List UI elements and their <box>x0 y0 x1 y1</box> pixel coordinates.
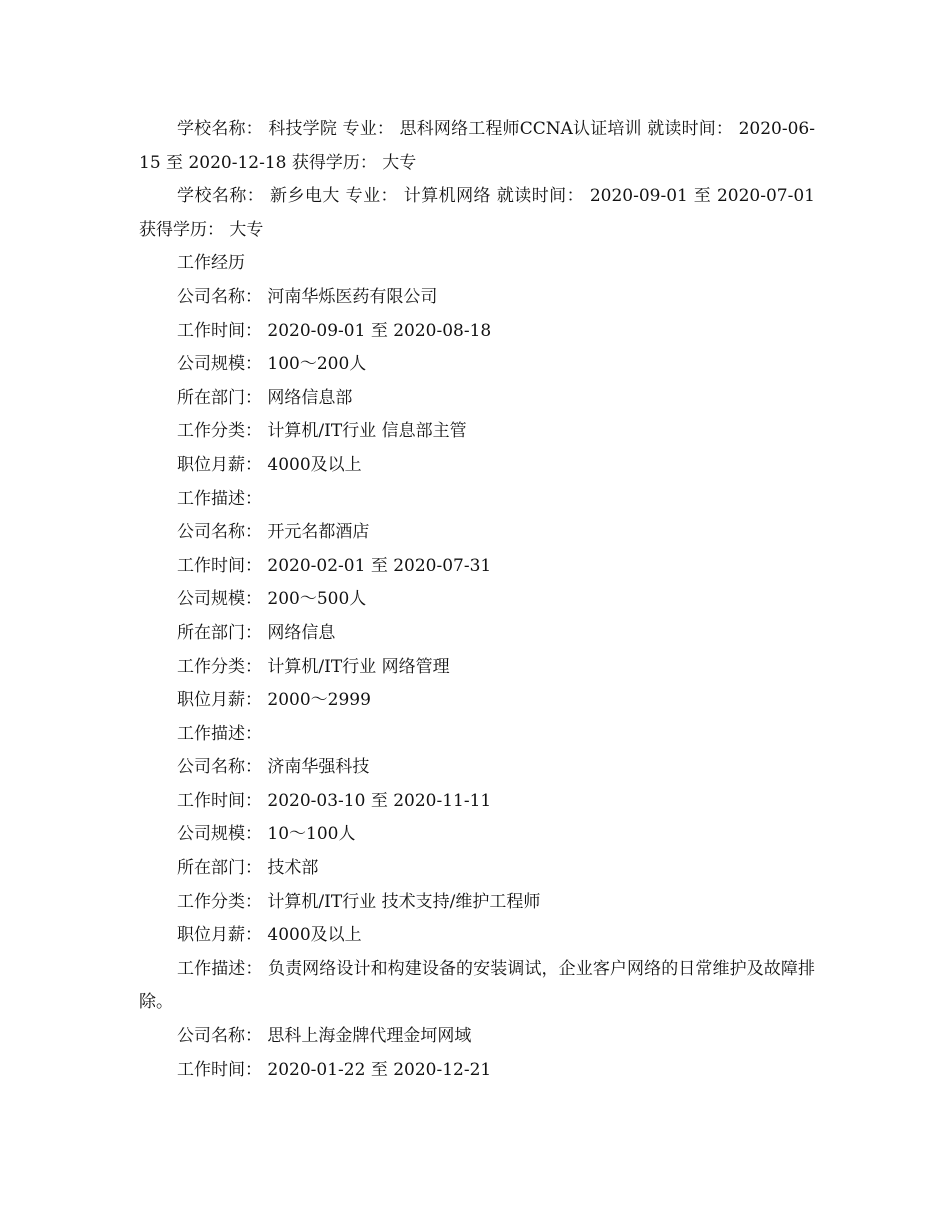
job-1-description: 工作描述： <box>177 488 262 509</box>
job-2-company: 公司名称： 开元名都酒店 <box>177 522 370 543</box>
education-entry-1: 学校名称： 科技学院 专业： 思科网络工程师CCNA认证培训 就读时间： 2020-06-15 至 2020-12-18 获得学历： 大专 <box>139 119 815 173</box>
job-2-category: 工作分类： 计算机/IT行业 网络管理 <box>177 656 450 677</box>
document-body <box>139 113 815 1087</box>
job-4-company: 公司名称： 思科上海金牌代理金坷网域 <box>177 1026 472 1047</box>
job-1-size: 公司规模： 100～200人 <box>177 354 367 375</box>
job-1-period: 工作时间： 2020-09-01 至 2020-08-18 <box>177 320 492 341</box>
job-3-department: 所在部门： 技术部 <box>177 858 319 879</box>
job-3-period: 工作时间： 2020-03-10 至 2020-11-11 <box>177 790 492 811</box>
job-3-description: 工作描述： 负责网络设计和构建设备的安装调试，企业客户网络的日常维护及故障排除。 <box>139 958 815 1013</box>
job-1-company: 公司名称： 河南华烁医药有限公司 <box>177 286 438 307</box>
job-4-period: 工作时间： 2020-01-22 至 2020-12-21 <box>177 1059 492 1080</box>
job-2-description: 工作描述： <box>177 723 262 744</box>
job-3-salary: 职位月薪： 4000及以上 <box>177 925 362 946</box>
job-2-salary: 职位月薪： 2000～2999 <box>177 690 371 711</box>
job-1-department: 所在部门： 网络信息部 <box>177 387 353 408</box>
job-3-company: 公司名称： 济南华强科技 <box>177 757 370 778</box>
job-2-department: 所在部门： 网络信息 <box>177 622 336 643</box>
job-1-category: 工作分类： 计算机/IT行业 信息部主管 <box>177 421 467 442</box>
work-experience-heading: 工作经历 <box>177 253 245 274</box>
education-entry-2: 学校名称： 新乡电大 专业： 计算机网络 就读时间： 2020-09-01 至 2020-07-01 获得学历： 大专 <box>139 186 815 240</box>
job-3-category: 工作分类： 计算机/IT行业 技术支持/维护工程师 <box>177 891 541 912</box>
job-3-size: 公司规模： 10～100人 <box>177 824 356 845</box>
job-1-salary: 职位月薪： 4000及以上 <box>177 454 362 475</box>
job-2-size: 公司规模： 200～500人 <box>177 589 367 610</box>
job-2-period: 工作时间： 2020-02-01 至 2020-07-31 <box>177 555 492 576</box>
